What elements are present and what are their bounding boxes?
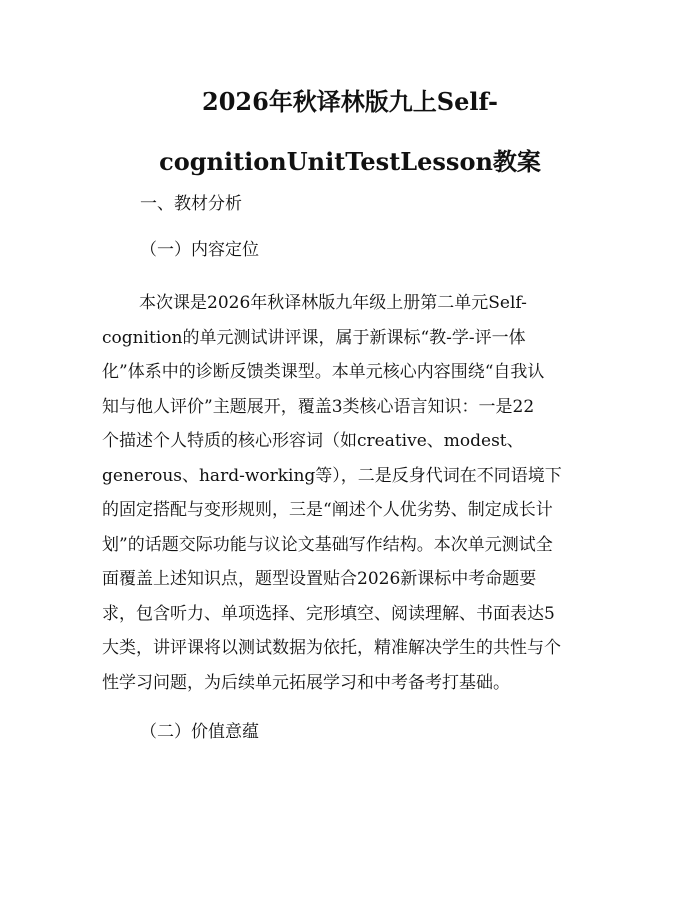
- paragraph-line: 划”的话题交际功能与议论文基础写作结构。本次单元测试全: [102, 534, 553, 555]
- paragraph-line: 求，包含听力、单项选择、完形填空、阅读理解、书面表达5: [102, 603, 555, 624]
- paragraph-line: 的固定搭配与变形规则，三是“阐述个人优劣势、制定成长计: [102, 500, 553, 520]
- paragraph-line: 大类，讲评课将以测试数据为依托，精准解决学生的共性与个: [102, 638, 561, 658]
- subsection-heading-value-meaning: （二）价值意蕴: [140, 722, 259, 742]
- subsection-heading-content-positioning: （一）内容定位: [140, 240, 259, 260]
- paragraph-line: 本次课是2026年秋译林版九年级上册第二单元Self-: [139, 293, 527, 313]
- document-title: [100, 72, 600, 192]
- paragraph-line: 化”体系中的诊断反馈类课型。本单元核心内容围绕“自我认: [102, 362, 545, 382]
- paragraph-line: 面覆盖上述知识点，题型设置贴合2026新课标中考命题要: [102, 569, 537, 589]
- title-line-1: 2026年秋译林版九上Self-: [202, 87, 498, 116]
- content-paragraph: [102, 286, 600, 700]
- paragraph-line: 知与他人评价”主题展开，覆盖3类核心语言知识：一是22: [102, 396, 535, 417]
- title-line-2: cognitionUnitTestLesson教案: [159, 147, 541, 176]
- paragraph-line: 性学习问题，为后续单元拓展学习和中考备考打基础。: [102, 672, 510, 693]
- paragraph-line: 个描述个人特质的核心形容词（如creative、modest、: [102, 431, 524, 451]
- section-heading-textbook-analysis: 一、教材分析: [140, 194, 242, 214]
- paragraph-line: generous、hard-working等），二是反身代词在不同语境下: [102, 465, 562, 486]
- paragraph-line: cognition的单元测试讲评课，属于新课标“教-学-评一体: [102, 327, 526, 348]
